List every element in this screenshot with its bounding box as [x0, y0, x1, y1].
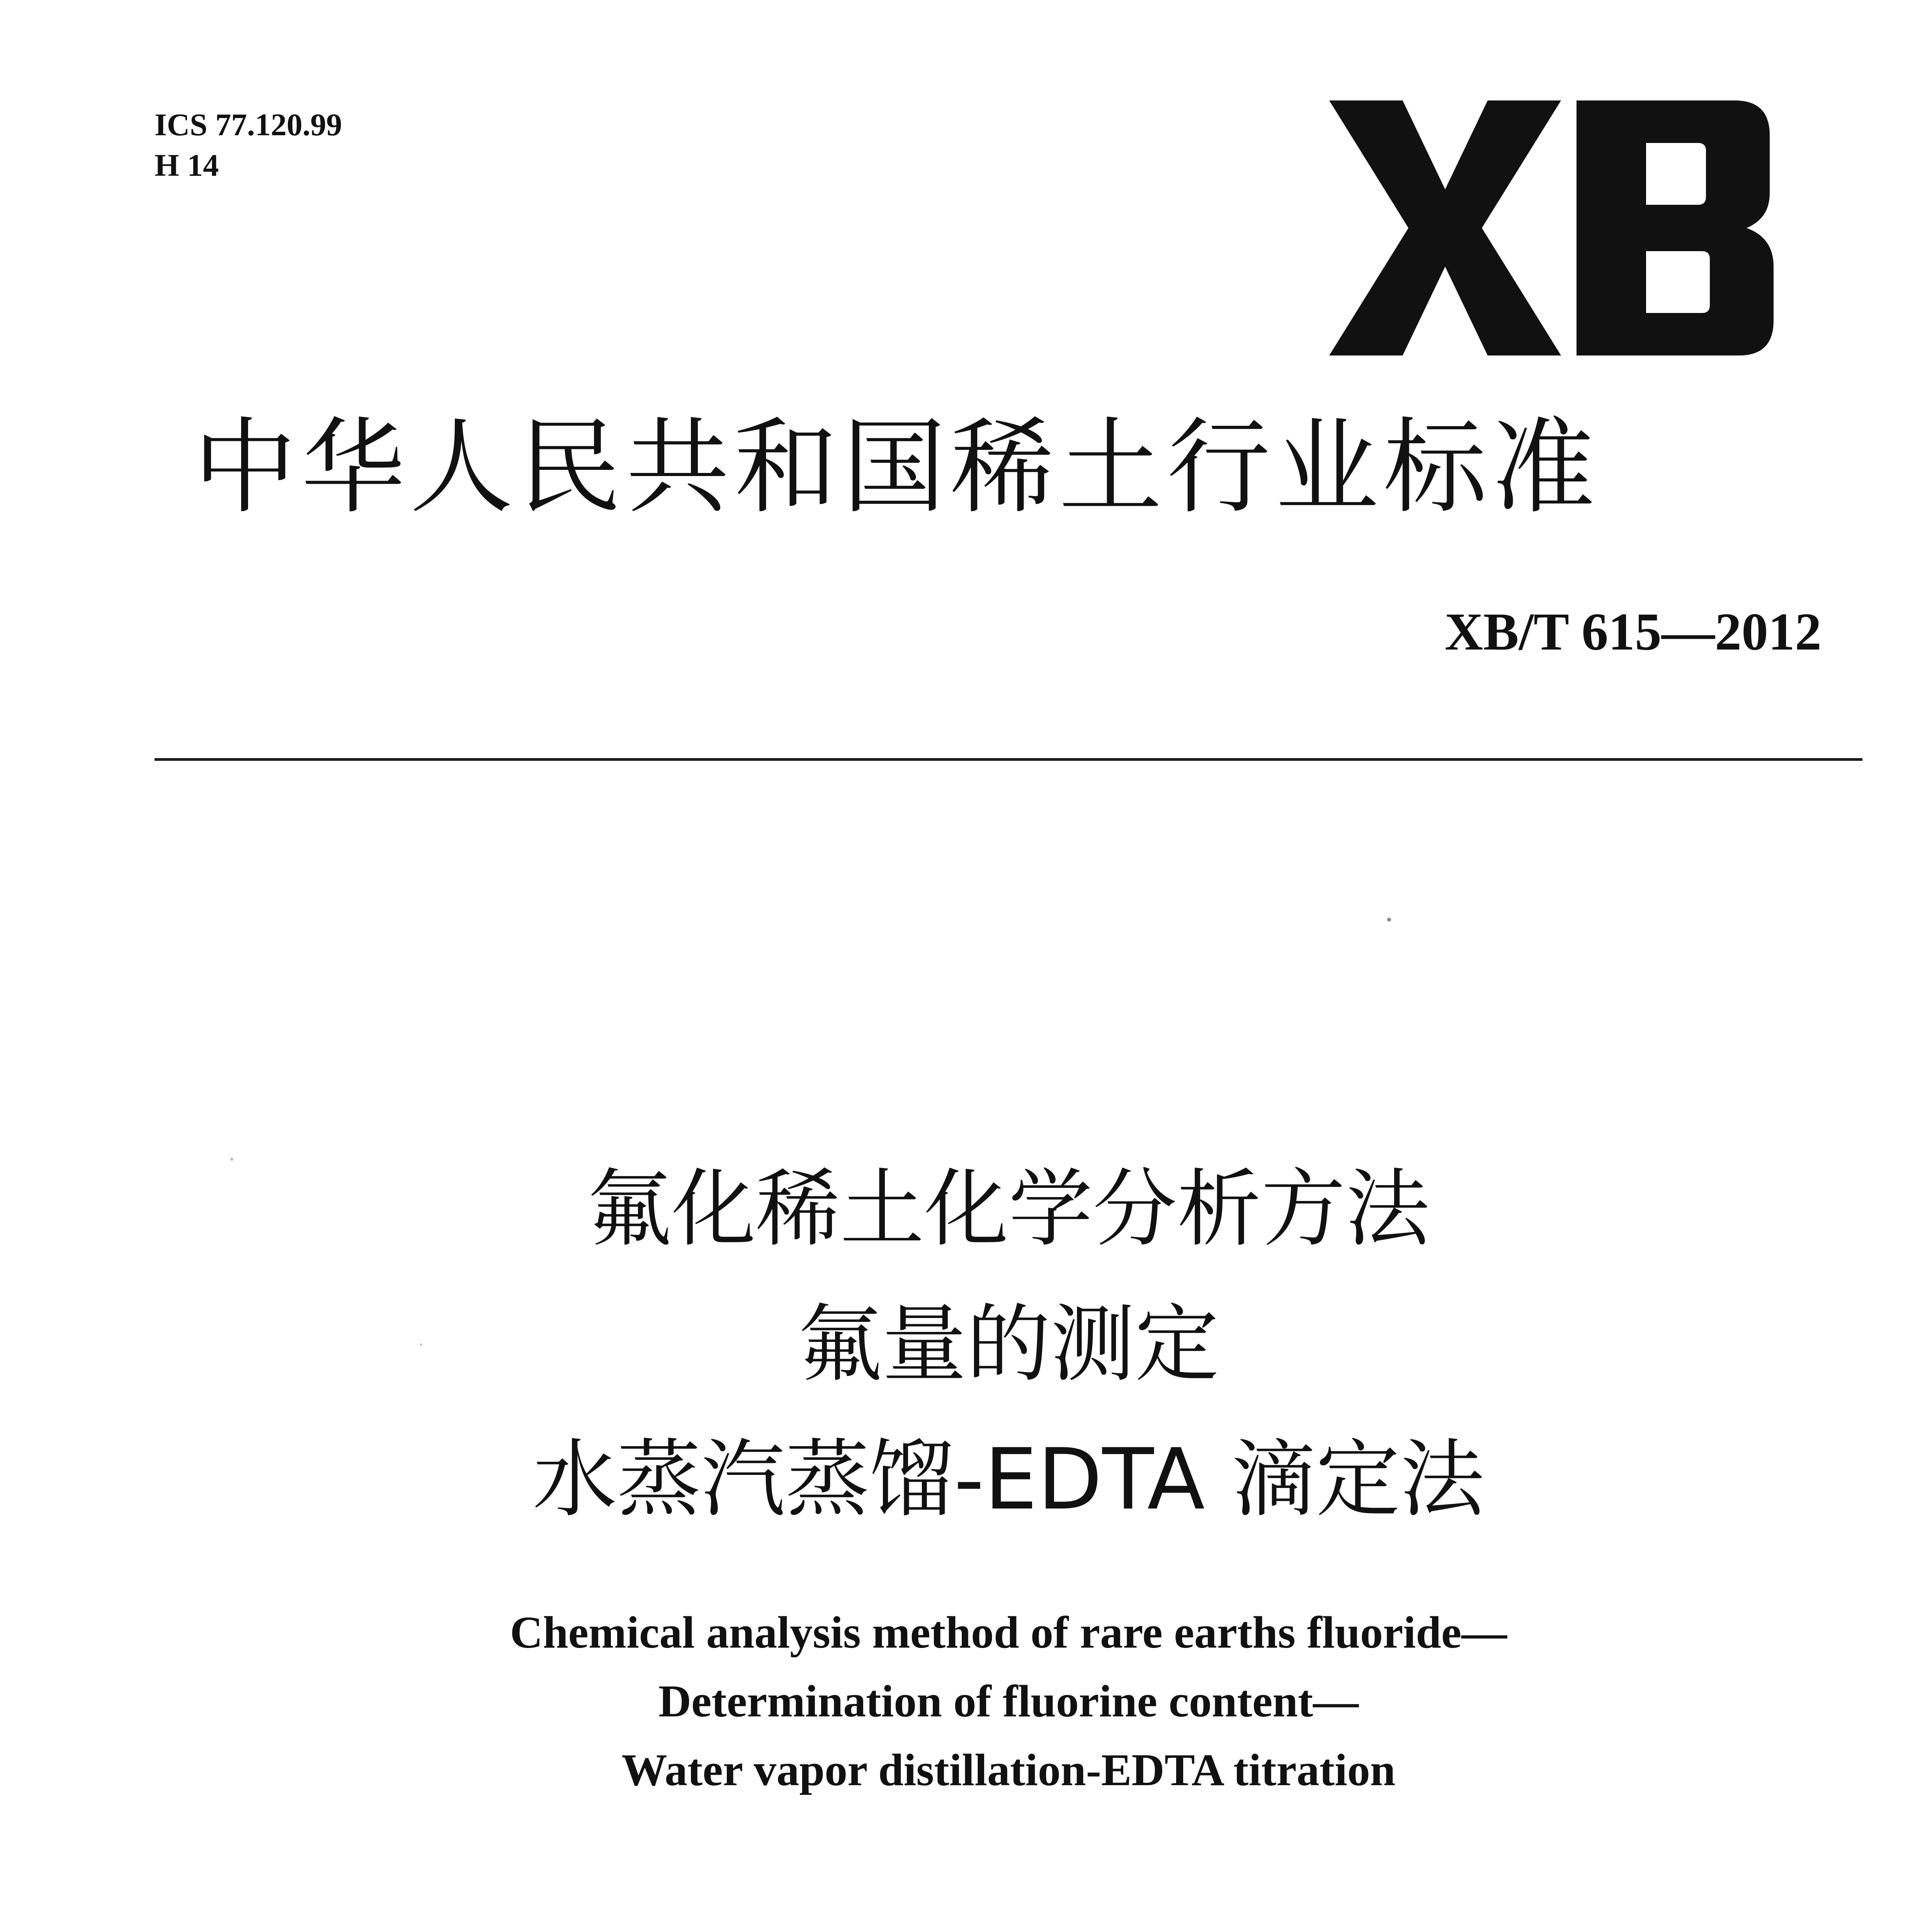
ics-code: ICS 77.120.99: [155, 107, 342, 142]
chinese-title-line-3: 水蒸汽蒸馏-EDTA 滴定法: [532, 1431, 1485, 1529]
xb-logo: [1329, 100, 1777, 355]
logo-letter-x: [1329, 100, 1561, 355]
english-title-line-3: Water vapor distillation-EDTA titration: [621, 1745, 1396, 1795]
classification-codes: [155, 104, 342, 185]
chinese-title-line-1: 氟化稀土化学分析方法: [587, 1160, 1430, 1258]
top-divider: [155, 758, 1862, 761]
logo-letter-b: [1577, 100, 1774, 355]
english-title-line-2: Determination of fluorine content—: [658, 1676, 1359, 1726]
english-title-line-1: Chemical analysis method of rare earths fluoride—: [510, 1607, 1507, 1658]
chinese-title-line-2: 氟量的测定: [798, 1296, 1219, 1393]
industry-standard-title: 中华人民共和国稀土行业标准: [193, 407, 1600, 528]
standard-number: XB/T 615—2012: [1444, 602, 1821, 661]
ccs-code: H 14: [155, 148, 219, 183]
